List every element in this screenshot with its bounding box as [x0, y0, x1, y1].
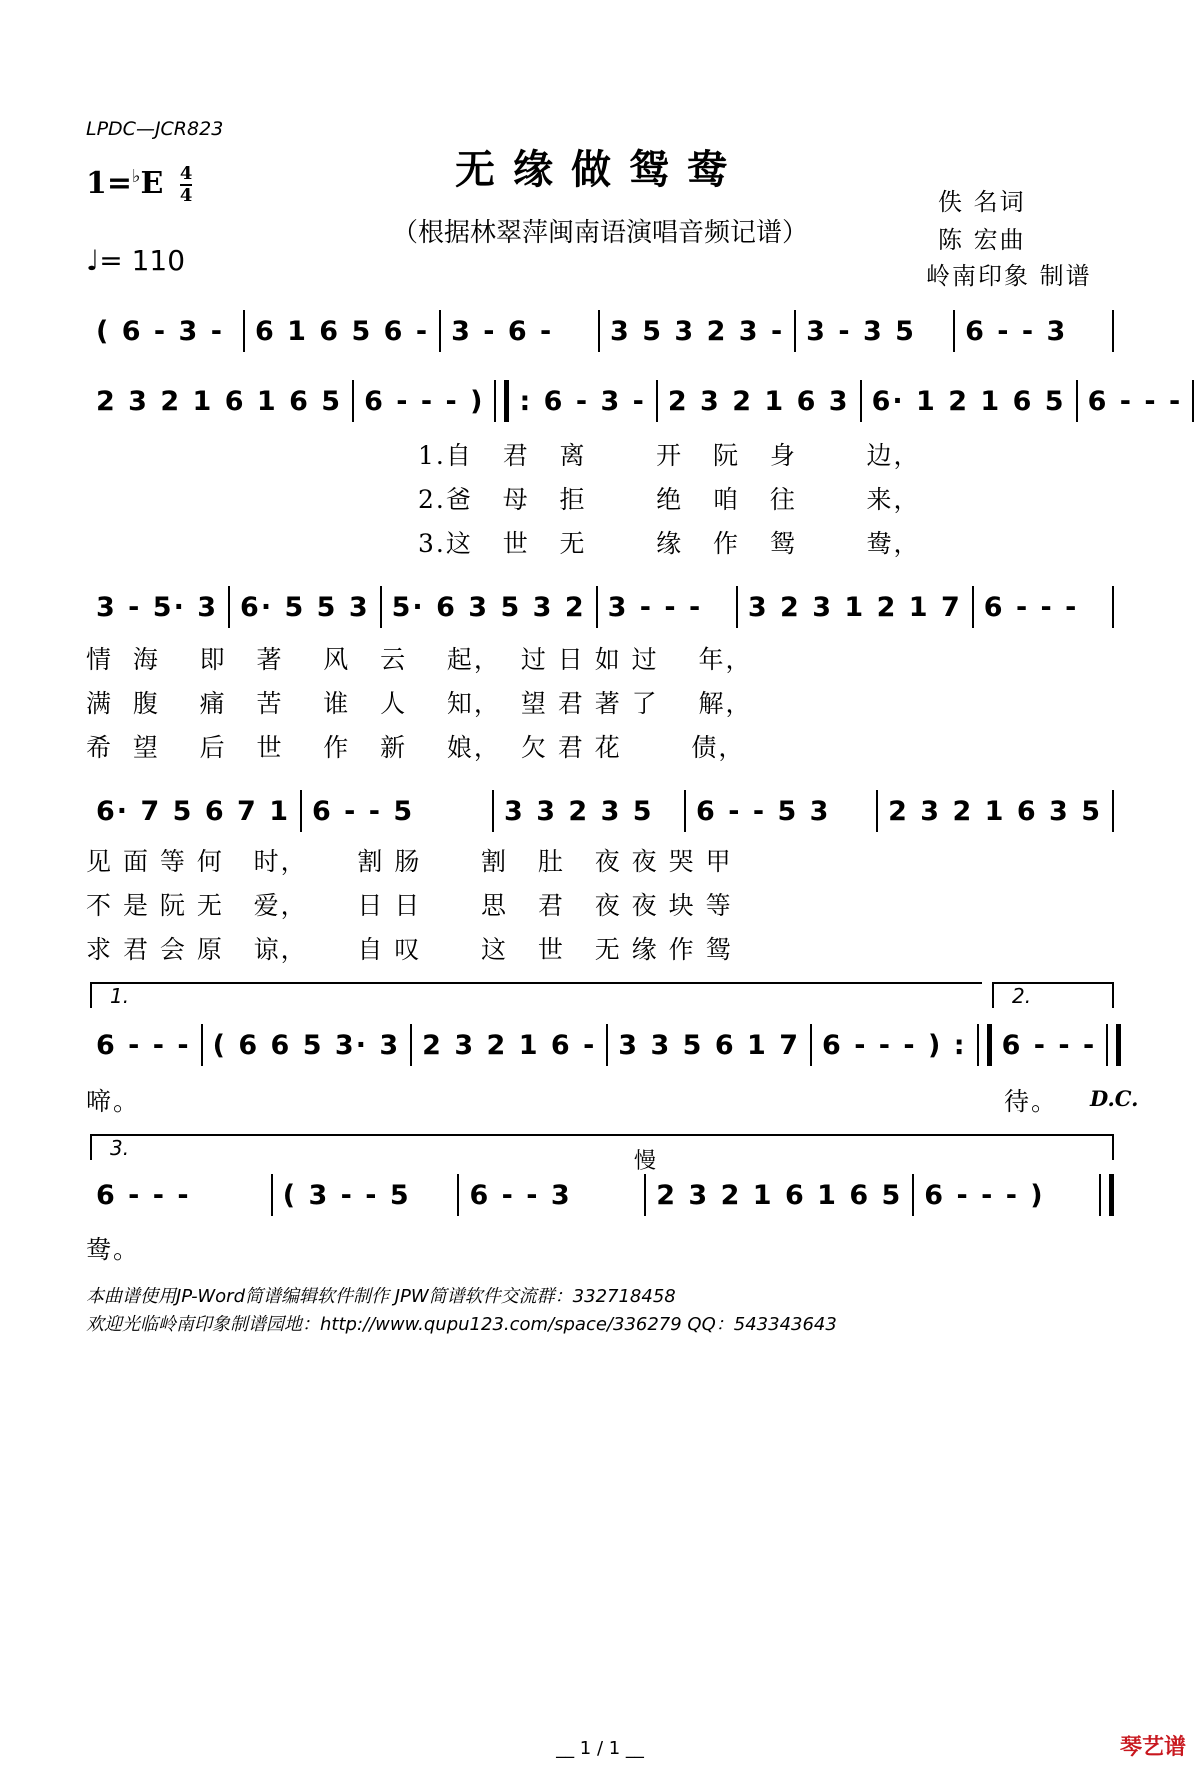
arranger-credit: 岭南印象 制谱: [926, 262, 1092, 290]
measure: 6 - - 3: [469, 1179, 572, 1211]
measure: 6· 5 5 3: [240, 591, 370, 623]
measure: ( 6 - 3 -: [96, 315, 224, 347]
site-logo: 琴艺谱: [1119, 1735, 1186, 1760]
measure: ( 3 - - 5: [282, 1179, 411, 1211]
slow-marking: 慢: [634, 1149, 657, 1174]
measure: 5· 6 3 5 3 2: [391, 591, 586, 623]
score-row-2: [86, 378, 1183, 424]
lyric-verse-3: 希 望 后 世 作 新 娘， 欠 君 花 债，: [86, 733, 746, 762]
measure: 2 3 2 1 6 3 5: [888, 795, 1102, 827]
second-ending-bracket: 2.: [992, 982, 1114, 1008]
measure: 3 5 3 2 3 -: [610, 315, 785, 347]
measure: 6 - - - ): [364, 385, 485, 417]
lyric-verse-3: 3.这 世 无 缘 作 鸳 鸯，: [418, 529, 921, 558]
measure: 3 - 5· 3: [96, 591, 219, 623]
measure: 2 3 2 1 6 -: [422, 1029, 597, 1061]
composer-credit: 陈 宏曲: [938, 226, 1026, 254]
measure: 2 3 2 1 6 1 6 5: [656, 1179, 903, 1211]
measure: 6 - - -: [96, 1179, 191, 1211]
score-row-3: [86, 584, 1114, 630]
measure: : 6 - 3 -: [519, 385, 646, 417]
measure: 6 1 6 5 6 -: [254, 315, 430, 347]
measure: 6· 7 5 6 7 1: [96, 795, 290, 827]
score-row-6: [86, 1172, 1114, 1218]
tempo-mark: ♩= 110: [86, 244, 186, 277]
subtitle: （根据林翠萍闽南语演唱音频记谱）: [391, 218, 808, 248]
lyric-verse-1: 情 海 即 著 风 云 起， 过 日 如 过 年，: [86, 645, 753, 674]
measure: 6 - - 5 3: [696, 795, 831, 827]
page-title: 无缘做鸳鸯: [455, 146, 745, 193]
measure: 3 3 5 6 1 7: [618, 1029, 801, 1061]
measure: 6· 1 2 1 6 5: [871, 385, 1066, 417]
first-ending-bracket: 1.: [90, 982, 982, 1008]
key-signature: 1=♭E $\frac{4}{4}$: [86, 163, 193, 206]
measure: 6 - - - ) :: [822, 1029, 967, 1061]
measure: 6 - - - ): [924, 1179, 1045, 1211]
lyric-verse-1: 1.自 君 离 开 阮 身 边，: [418, 441, 921, 470]
footer-line-2: 欢迎光临岭南印象制谱园地：http://www.qupu123.com/space/336279 QQ：543343643: [86, 1314, 837, 1335]
third-ending-bracket: 3.: [90, 1134, 1114, 1160]
score-row-1: [86, 308, 1114, 354]
time-signature: $\frac{4}{4}$: [179, 163, 193, 206]
measure: 6 - - -: [1001, 1029, 1097, 1061]
page-number: __ 1 / 1 __: [556, 1738, 644, 1759]
dc-marking: D.C.: [1090, 1086, 1139, 1111]
score-code: LPDC—JCR823: [86, 118, 224, 140]
measure: ( 6 6 5 3· 3: [212, 1029, 401, 1061]
measure: 6 - - -: [983, 591, 1079, 623]
lyric-verse-3: 求 君 会 原 谅， 自 叹 这 世 无 缘 作 鸳: [86, 935, 733, 964]
footer-line-1: 本曲谱使用JP-Word简谱编辑软件制作 JPW简谱软件交流群：332718458: [86, 1286, 676, 1307]
lyricist-credit: 佚 名词: [938, 188, 1026, 216]
score-row-4: [86, 788, 1114, 834]
measure: 6 - - 5: [311, 795, 415, 827]
lyric-ending-1: 啼。: [86, 1087, 141, 1116]
score-row-5: [86, 1022, 1114, 1068]
lyric-verse-2: 不 是 阮 无 爱， 日 日 思 君 夜 夜 块 等: [86, 891, 733, 920]
lyric-verse-2: 2.爸 母 拒 绝 咱 往 来，: [418, 485, 921, 514]
lyric-verse-1: 见 面 等 何 时， 割 肠 割 肚 夜 夜 哭 甲: [86, 847, 733, 876]
measure: 6 - - -: [1087, 385, 1183, 417]
measure: 3 2 3 1 2 1 7: [747, 591, 962, 623]
measure: 3 - 6 -: [451, 315, 554, 347]
measure: 3 3 2 3 5: [504, 795, 654, 827]
measure: 3 - - -: [607, 591, 703, 623]
measure: 3 - 3 5: [806, 315, 916, 347]
lyric-ending-2: 待。: [1004, 1087, 1059, 1116]
measure: 6 - - 3: [965, 315, 1068, 347]
measure: 2 3 2 1 6 1 6 5: [96, 385, 343, 417]
measure: 2 3 2 1 6 3: [667, 385, 850, 417]
lyric-verse-2: 满 腹 痛 苦 谁 人 知， 望 君 著 了 解，: [86, 689, 753, 718]
lyric-ending-3: 鸯。: [86, 1235, 141, 1264]
measure: 6 - - -: [96, 1029, 191, 1061]
